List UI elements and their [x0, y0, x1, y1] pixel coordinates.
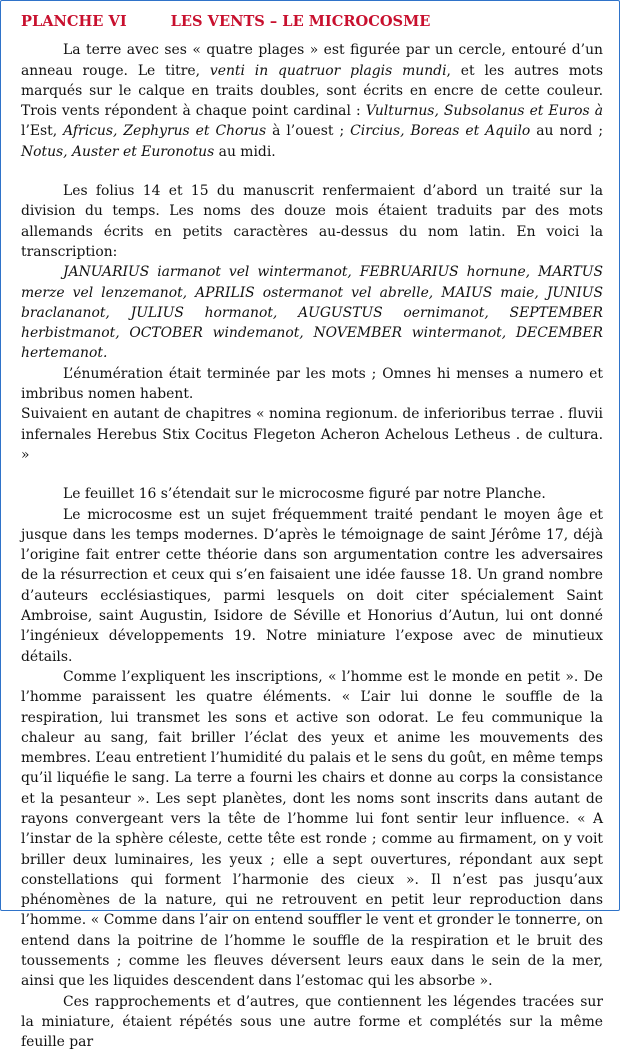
paragraph-winds-part: au midi. [214, 143, 276, 160]
east-winds: Vulturnus, Subsolanus et Euros à [365, 103, 603, 120]
latin-title: venti in quatruor plagis mundi [209, 62, 447, 79]
paragraph-winds-part: , et les autres mots marqués sur le calque en traits doubles, sont écrits en encre de cette couleur. Trois vents répondent à chaque point cardinal : [21, 62, 604, 120]
plate-title: LES VENTS – LE MICROCOSME [170, 13, 431, 30]
paragraph-winds-part: au nord ; [530, 123, 603, 140]
paragraph-winds [21, 40, 603, 162]
paragraph-microcosm: Le microcosme est un sujet fréquemment traité pendant le moyen âge et jusque dans les temps modernes. D’après le témoignage de saint Jérôme 17, déjà l’origine fait entrer cette théorie dans son argumentation contre les adversaires de la résurrection et ceux qui s’en faisaient une idée fausse 18. Un grand nombre d’auteurs ecclésiastiques, parmi lesquels on doit citer spécialement Saint Ambroise, saint Augustin, Isidore de Séville et Honorius d’Autun, lui ont donné l’ingénieux développements 19. Notre miniature l’expose avec de minutieux détails. [21, 506, 603, 665]
south-winds: Notus, Auster et Euronotus [21, 143, 215, 160]
paragraph-enumeration: L’énumération était terminée par les mots ; Omnes hi menses a numero et imbribus nomen habent. [21, 365, 603, 403]
paragraph-winds-part: La terre avec ses « quatre plages » est figurée par un cercle, entouré d’un anneau rouge. Le titre, [21, 42, 603, 79]
paragraph-winds-part: l’Est, [21, 123, 64, 140]
document-body [21, 12, 603, 1053]
north-winds: Circius, Boreas et Aquilo [350, 123, 531, 140]
paragraph-chapters: Suivaient en autant de chapitres « nomina regionum. de inferioribus terrae . fluvii infernales Herebus Stix Cocitus Flegeton Acheron Achelous Letheus . de cultura. » [21, 406, 603, 463]
plate-number: PLANCHE VI [21, 13, 127, 30]
paragraph-folios: Les folius 14 et 15 du manuscrit renfermaient d’abord un traité sur la division du temps. Les noms des douze mois étaient traduits par des mots allemands écrits en petits caractères au-dessus du nom latin. En voici la transcription: [21, 183, 603, 260]
paragraph-comparisons: Ces rapprochements et d’autres, que contiennent les légendes tracées sur la miniature, étaient répétés sous une autre forme et complétés sur la même feuille par [21, 993, 603, 1051]
paragraph-folio-16: Le feuillet 16 s’étendait sur le microcosme figuré par notre Planche. [63, 486, 546, 503]
month-names-transcription: JANUARIUS iarmanot vel wintermanot, FEBRUARIUS hornune, MARTUS merze vel lenzemanot, APRILIS ostermanot vel abrelle, MAIUS maie, JUNIUS braclananot, JULIUS hormanot, AUGUSTUS oernimanot, SEPTEMBER herbistmanot, OCTOBER windemanot, NOVEMBER wintermanot, DECEMBER hertemanot. [21, 264, 603, 362]
west-winds: Africus, Zephyrus et Chorus [63, 123, 267, 140]
page-heading [21, 12, 603, 32]
paragraph-inscriptions: Comme l’expliquent les inscriptions, « l’homme est le monde en petit ». De l’homme paraissent les quatre éléments. « L’air lui donne le souffle de la respiration, lui transmet les sons et active son odorat. Le feu communique la chaleur au sang, fait briller l’éclat des yeux et anime les mouvements des membres. L’eau entretient l’humidité du palais et le sens du goût, en même temps qu’il liquéfie le sang. La terre a fourni les chairs et donne au corps la consistance et la pesanteur ». Les sept planètes, dont les noms sont inscrits dans autant de rayons convergeant vers la tête de l’homme lui font sentir leur influence. « A l’instar de la sphère céleste, cette tête est ronde ; comme au firmament, on y voit briller deux luminaires, les yeux ; elle a sept ouvertures, répondant aux sept constellations qui forment l’harmonie des cieux ». Il n’est pas jusqu’aux phénomènes de la nature, qui ne retrouvent en petit leur reproduction dans l’homme. « Comme dans l’air on entend souffler le vent et gronder le tonnerre, on entend dans la poitrine de l’homme le souffle de la respiration et le bruit des toussements ; comme les fleuves déversent leurs eaux dans le sein de la mer, ainsi que les liquides descendent dans l’estomac qui les absorbe ». [21, 668, 603, 990]
paragraph-winds-part: à l’ouest ; [266, 123, 351, 140]
